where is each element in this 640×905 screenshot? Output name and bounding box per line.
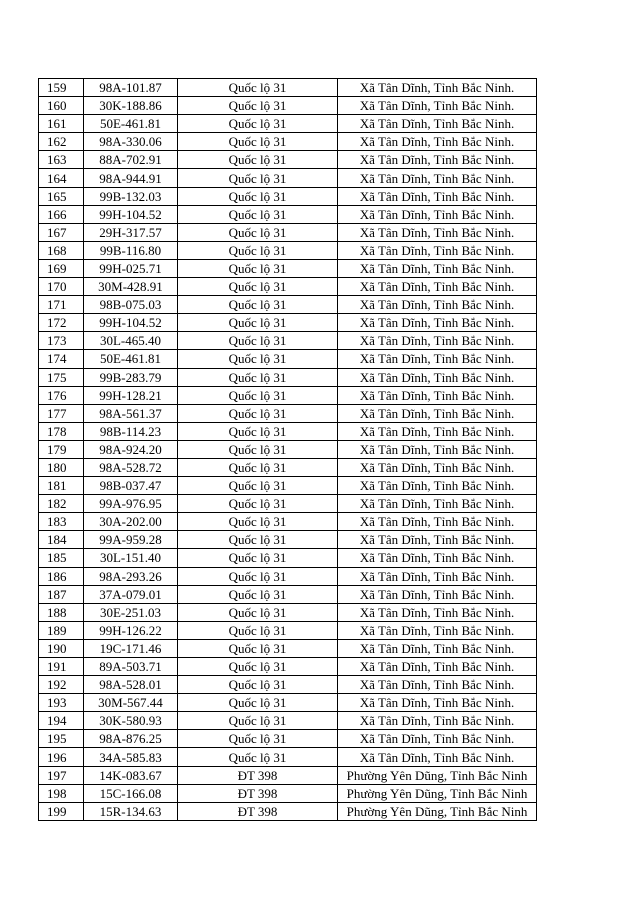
location-cell: Xã Tân Dĩnh, Tỉnh Bắc Ninh. <box>338 187 537 205</box>
road-cell: Quốc lộ 31 <box>178 97 338 115</box>
table-row <box>39 639 537 657</box>
location-cell: Xã Tân Dĩnh, Tỉnh Bắc Ninh. <box>338 169 537 187</box>
table-row <box>39 676 537 694</box>
table-row <box>39 658 537 676</box>
road-cell: Quốc lộ 31 <box>178 694 338 712</box>
road-cell: Quốc lộ 31 <box>178 585 338 603</box>
row-number-cell: 172 <box>39 314 84 332</box>
location-cell: Xã Tân Dĩnh, Tỉnh Bắc Ninh. <box>338 241 537 259</box>
license-plate-cell: 98A-330.06 <box>84 133 178 151</box>
license-plate-cell: 98B-114.23 <box>84 422 178 440</box>
road-cell: Quốc lộ 31 <box>178 712 338 730</box>
road-cell: Quốc lộ 31 <box>178 223 338 241</box>
road-cell: Quốc lộ 31 <box>178 621 338 639</box>
license-plate-cell: 99B-116.80 <box>84 241 178 259</box>
row-number-cell: 189 <box>39 621 84 639</box>
road-cell: Quốc lộ 31 <box>178 458 338 476</box>
license-plate-cell: 99A-976.95 <box>84 495 178 513</box>
table-row <box>39 169 537 187</box>
license-plate-cell: 98A-924.20 <box>84 440 178 458</box>
table-row <box>39 748 537 766</box>
table-row <box>39 567 537 585</box>
location-cell: Xã Tân Dĩnh, Tỉnh Bắc Ninh. <box>338 296 537 314</box>
row-number-cell: 161 <box>39 115 84 133</box>
row-number-cell: 169 <box>39 259 84 277</box>
license-plate-cell: 99B-283.79 <box>84 368 178 386</box>
row-number-cell: 163 <box>39 151 84 169</box>
location-cell: Phường Yên Dũng, Tỉnh Bắc Ninh <box>338 802 537 820</box>
location-cell: Xã Tân Dĩnh, Tỉnh Bắc Ninh. <box>338 332 537 350</box>
license-plate-cell: 34A-585.83 <box>84 748 178 766</box>
table-row <box>39 278 537 296</box>
row-number-cell: 197 <box>39 766 84 784</box>
road-cell: Quốc lộ 31 <box>178 748 338 766</box>
location-cell: Xã Tân Dĩnh, Tỉnh Bắc Ninh. <box>338 440 537 458</box>
license-plate-cell: 50E-461.81 <box>84 350 178 368</box>
table-row <box>39 477 537 495</box>
license-plate-cell: 99B-132.03 <box>84 187 178 205</box>
location-cell: Xã Tân Dĩnh, Tỉnh Bắc Ninh. <box>338 621 537 639</box>
road-cell: Quốc lộ 31 <box>178 531 338 549</box>
row-number-cell: 182 <box>39 495 84 513</box>
table-row <box>39 133 537 151</box>
road-cell: ĐT 398 <box>178 784 338 802</box>
road-cell: Quốc lộ 31 <box>178 259 338 277</box>
license-plate-cell: 99H-104.52 <box>84 205 178 223</box>
row-number-cell: 167 <box>39 223 84 241</box>
license-plate-cell: 98A-876.25 <box>84 730 178 748</box>
location-cell: Xã Tân Dĩnh, Tỉnh Bắc Ninh. <box>338 259 537 277</box>
license-plate-cell: 88A-702.91 <box>84 151 178 169</box>
table-row <box>39 79 537 97</box>
table-row <box>39 350 537 368</box>
road-cell: Quốc lộ 31 <box>178 676 338 694</box>
road-cell: Quốc lộ 31 <box>178 422 338 440</box>
row-number-cell: 192 <box>39 676 84 694</box>
row-number-cell: 186 <box>39 567 84 585</box>
table-row <box>39 332 537 350</box>
row-number-cell: 176 <box>39 386 84 404</box>
road-cell: Quốc lộ 31 <box>178 151 338 169</box>
license-plate-cell: 98B-075.03 <box>84 296 178 314</box>
row-number-cell: 175 <box>39 368 84 386</box>
location-cell: Xã Tân Dĩnh, Tỉnh Bắc Ninh. <box>338 658 537 676</box>
road-cell: Quốc lộ 31 <box>178 386 338 404</box>
license-plate-cell: 99H-126.22 <box>84 621 178 639</box>
location-cell: Xã Tân Dĩnh, Tỉnh Bắc Ninh. <box>338 603 537 621</box>
license-plate-cell: 98B-037.47 <box>84 477 178 495</box>
road-cell: Quốc lộ 31 <box>178 368 338 386</box>
license-plate-cell: 99A-959.28 <box>84 531 178 549</box>
violation-table <box>38 78 537 821</box>
location-cell: Xã Tân Dĩnh, Tỉnh Bắc Ninh. <box>338 223 537 241</box>
license-plate-cell: 99H-104.52 <box>84 314 178 332</box>
table-row <box>39 187 537 205</box>
row-number-cell: 195 <box>39 730 84 748</box>
table-row <box>39 458 537 476</box>
table-row <box>39 404 537 422</box>
table-body <box>39 79 537 821</box>
location-cell: Xã Tân Dĩnh, Tỉnh Bắc Ninh. <box>338 278 537 296</box>
license-plate-cell: 14K-083.67 <box>84 766 178 784</box>
road-cell: Quốc lộ 31 <box>178 296 338 314</box>
license-plate-cell: 98A-293.26 <box>84 567 178 585</box>
row-number-cell: 166 <box>39 205 84 223</box>
license-plate-cell: 15R-134.63 <box>84 802 178 820</box>
road-cell: Quốc lộ 31 <box>178 495 338 513</box>
row-number-cell: 181 <box>39 477 84 495</box>
license-plate-cell: 29H-317.57 <box>84 223 178 241</box>
row-number-cell: 190 <box>39 639 84 657</box>
table-row <box>39 422 537 440</box>
license-plate-cell: 99H-025.71 <box>84 259 178 277</box>
row-number-cell: 177 <box>39 404 84 422</box>
location-cell: Xã Tân Dĩnh, Tỉnh Bắc Ninh. <box>338 151 537 169</box>
road-cell: Quốc lộ 31 <box>178 477 338 495</box>
location-cell: Xã Tân Dĩnh, Tỉnh Bắc Ninh. <box>338 730 537 748</box>
location-cell: Xã Tân Dĩnh, Tỉnh Bắc Ninh. <box>338 495 537 513</box>
license-plate-cell: 98A-101.87 <box>84 79 178 97</box>
road-cell: Quốc lộ 31 <box>178 169 338 187</box>
table-row <box>39 296 537 314</box>
table-row <box>39 314 537 332</box>
row-number-cell: 196 <box>39 748 84 766</box>
license-plate-cell: 98A-944.91 <box>84 169 178 187</box>
row-number-cell: 179 <box>39 440 84 458</box>
license-plate-cell: 50E-461.81 <box>84 115 178 133</box>
license-plate-cell: 30K-188.86 <box>84 97 178 115</box>
table-row <box>39 97 537 115</box>
road-cell: Quốc lộ 31 <box>178 603 338 621</box>
road-cell: Quốc lộ 31 <box>178 115 338 133</box>
license-plate-cell: 30M-567.44 <box>84 694 178 712</box>
license-plate-cell: 89A-503.71 <box>84 658 178 676</box>
row-number-cell: 164 <box>39 169 84 187</box>
road-cell: ĐT 398 <box>178 766 338 784</box>
table-row <box>39 151 537 169</box>
road-cell: Quốc lộ 31 <box>178 350 338 368</box>
location-cell: Xã Tân Dĩnh, Tỉnh Bắc Ninh. <box>338 79 537 97</box>
table-row <box>39 585 537 603</box>
row-number-cell: 170 <box>39 278 84 296</box>
road-cell: Quốc lộ 31 <box>178 241 338 259</box>
license-plate-cell: 30K-580.93 <box>84 712 178 730</box>
road-cell: Quốc lộ 31 <box>178 639 338 657</box>
row-number-cell: 199 <box>39 802 84 820</box>
road-cell: Quốc lộ 31 <box>178 205 338 223</box>
road-cell: ĐT 398 <box>178 802 338 820</box>
row-number-cell: 193 <box>39 694 84 712</box>
location-cell: Xã Tân Dĩnh, Tỉnh Bắc Ninh. <box>338 97 537 115</box>
location-cell: Xã Tân Dĩnh, Tỉnh Bắc Ninh. <box>338 368 537 386</box>
license-plate-cell: 99H-128.21 <box>84 386 178 404</box>
table-row <box>39 368 537 386</box>
road-cell: Quốc lộ 31 <box>178 278 338 296</box>
road-cell: Quốc lộ 31 <box>178 549 338 567</box>
table-row <box>39 802 537 820</box>
row-number-cell: 159 <box>39 79 84 97</box>
location-cell: Xã Tân Dĩnh, Tỉnh Bắc Ninh. <box>338 694 537 712</box>
location-cell: Xã Tân Dĩnh, Tỉnh Bắc Ninh. <box>338 422 537 440</box>
license-plate-cell: 98A-528.72 <box>84 458 178 476</box>
road-cell: Quốc lộ 31 <box>178 567 338 585</box>
location-cell: Xã Tân Dĩnh, Tỉnh Bắc Ninh. <box>338 712 537 730</box>
license-plate-cell: 30L-465.40 <box>84 332 178 350</box>
table-row <box>39 766 537 784</box>
row-number-cell: 185 <box>39 549 84 567</box>
row-number-cell: 165 <box>39 187 84 205</box>
table-row <box>39 205 537 223</box>
row-number-cell: 160 <box>39 97 84 115</box>
row-number-cell: 180 <box>39 458 84 476</box>
table-row <box>39 495 537 513</box>
location-cell: Phường Yên Dũng, Tỉnh Bắc Ninh <box>338 784 537 802</box>
location-cell: Xã Tân Dĩnh, Tỉnh Bắc Ninh. <box>338 205 537 223</box>
table-row <box>39 241 537 259</box>
table-row <box>39 259 537 277</box>
row-number-cell: 162 <box>39 133 84 151</box>
table-row <box>39 115 537 133</box>
table-row <box>39 549 537 567</box>
location-cell: Xã Tân Dĩnh, Tỉnh Bắc Ninh. <box>338 531 537 549</box>
row-number-cell: 174 <box>39 350 84 368</box>
road-cell: Quốc lộ 31 <box>178 440 338 458</box>
license-plate-cell: 37A-079.01 <box>84 585 178 603</box>
row-number-cell: 191 <box>39 658 84 676</box>
location-cell: Xã Tân Dĩnh, Tỉnh Bắc Ninh. <box>338 549 537 567</box>
row-number-cell: 188 <box>39 603 84 621</box>
table-row <box>39 784 537 802</box>
row-number-cell: 171 <box>39 296 84 314</box>
table-row <box>39 603 537 621</box>
location-cell: Xã Tân Dĩnh, Tỉnh Bắc Ninh. <box>338 115 537 133</box>
table-row <box>39 513 537 531</box>
license-plate-cell: 30E-251.03 <box>84 603 178 621</box>
road-cell: Quốc lộ 31 <box>178 658 338 676</box>
row-number-cell: 173 <box>39 332 84 350</box>
table-row <box>39 386 537 404</box>
table-row <box>39 712 537 730</box>
road-cell: Quốc lộ 31 <box>178 332 338 350</box>
location-cell: Xã Tân Dĩnh, Tỉnh Bắc Ninh. <box>338 567 537 585</box>
row-number-cell: 198 <box>39 784 84 802</box>
location-cell: Phường Yên Dũng, Tỉnh Bắc Ninh <box>338 766 537 784</box>
location-cell: Xã Tân Dĩnh, Tỉnh Bắc Ninh. <box>338 676 537 694</box>
row-number-cell: 178 <box>39 422 84 440</box>
road-cell: Quốc lộ 31 <box>178 187 338 205</box>
table-row <box>39 694 537 712</box>
license-plate-cell: 98A-528.01 <box>84 676 178 694</box>
road-cell: Quốc lộ 31 <box>178 730 338 748</box>
location-cell: Xã Tân Dĩnh, Tỉnh Bắc Ninh. <box>338 513 537 531</box>
road-cell: Quốc lộ 31 <box>178 314 338 332</box>
row-number-cell: 183 <box>39 513 84 531</box>
road-cell: Quốc lộ 31 <box>178 133 338 151</box>
table-row <box>39 223 537 241</box>
location-cell: Xã Tân Dĩnh, Tỉnh Bắc Ninh. <box>338 350 537 368</box>
license-plate-cell: 15C-166.08 <box>84 784 178 802</box>
license-plate-cell: 19C-171.46 <box>84 639 178 657</box>
location-cell: Xã Tân Dĩnh, Tỉnh Bắc Ninh. <box>338 314 537 332</box>
road-cell: Quốc lộ 31 <box>178 79 338 97</box>
license-plate-cell: 30A-202.00 <box>84 513 178 531</box>
license-plate-cell: 98A-561.37 <box>84 404 178 422</box>
road-cell: Quốc lộ 31 <box>178 404 338 422</box>
location-cell: Xã Tân Dĩnh, Tỉnh Bắc Ninh. <box>338 458 537 476</box>
location-cell: Xã Tân Dĩnh, Tỉnh Bắc Ninh. <box>338 477 537 495</box>
row-number-cell: 168 <box>39 241 84 259</box>
location-cell: Xã Tân Dĩnh, Tỉnh Bắc Ninh. <box>338 133 537 151</box>
row-number-cell: 187 <box>39 585 84 603</box>
table-row <box>39 621 537 639</box>
location-cell: Xã Tân Dĩnh, Tỉnh Bắc Ninh. <box>338 639 537 657</box>
license-plate-cell: 30L-151.40 <box>84 549 178 567</box>
location-cell: Xã Tân Dĩnh, Tỉnh Bắc Ninh. <box>338 748 537 766</box>
table-row <box>39 440 537 458</box>
road-cell: Quốc lộ 31 <box>178 513 338 531</box>
location-cell: Xã Tân Dĩnh, Tỉnh Bắc Ninh. <box>338 404 537 422</box>
table-row <box>39 730 537 748</box>
table-row <box>39 531 537 549</box>
location-cell: Xã Tân Dĩnh, Tỉnh Bắc Ninh. <box>338 386 537 404</box>
row-number-cell: 184 <box>39 531 84 549</box>
location-cell: Xã Tân Dĩnh, Tỉnh Bắc Ninh. <box>338 585 537 603</box>
license-plate-cell: 30M-428.91 <box>84 278 178 296</box>
row-number-cell: 194 <box>39 712 84 730</box>
